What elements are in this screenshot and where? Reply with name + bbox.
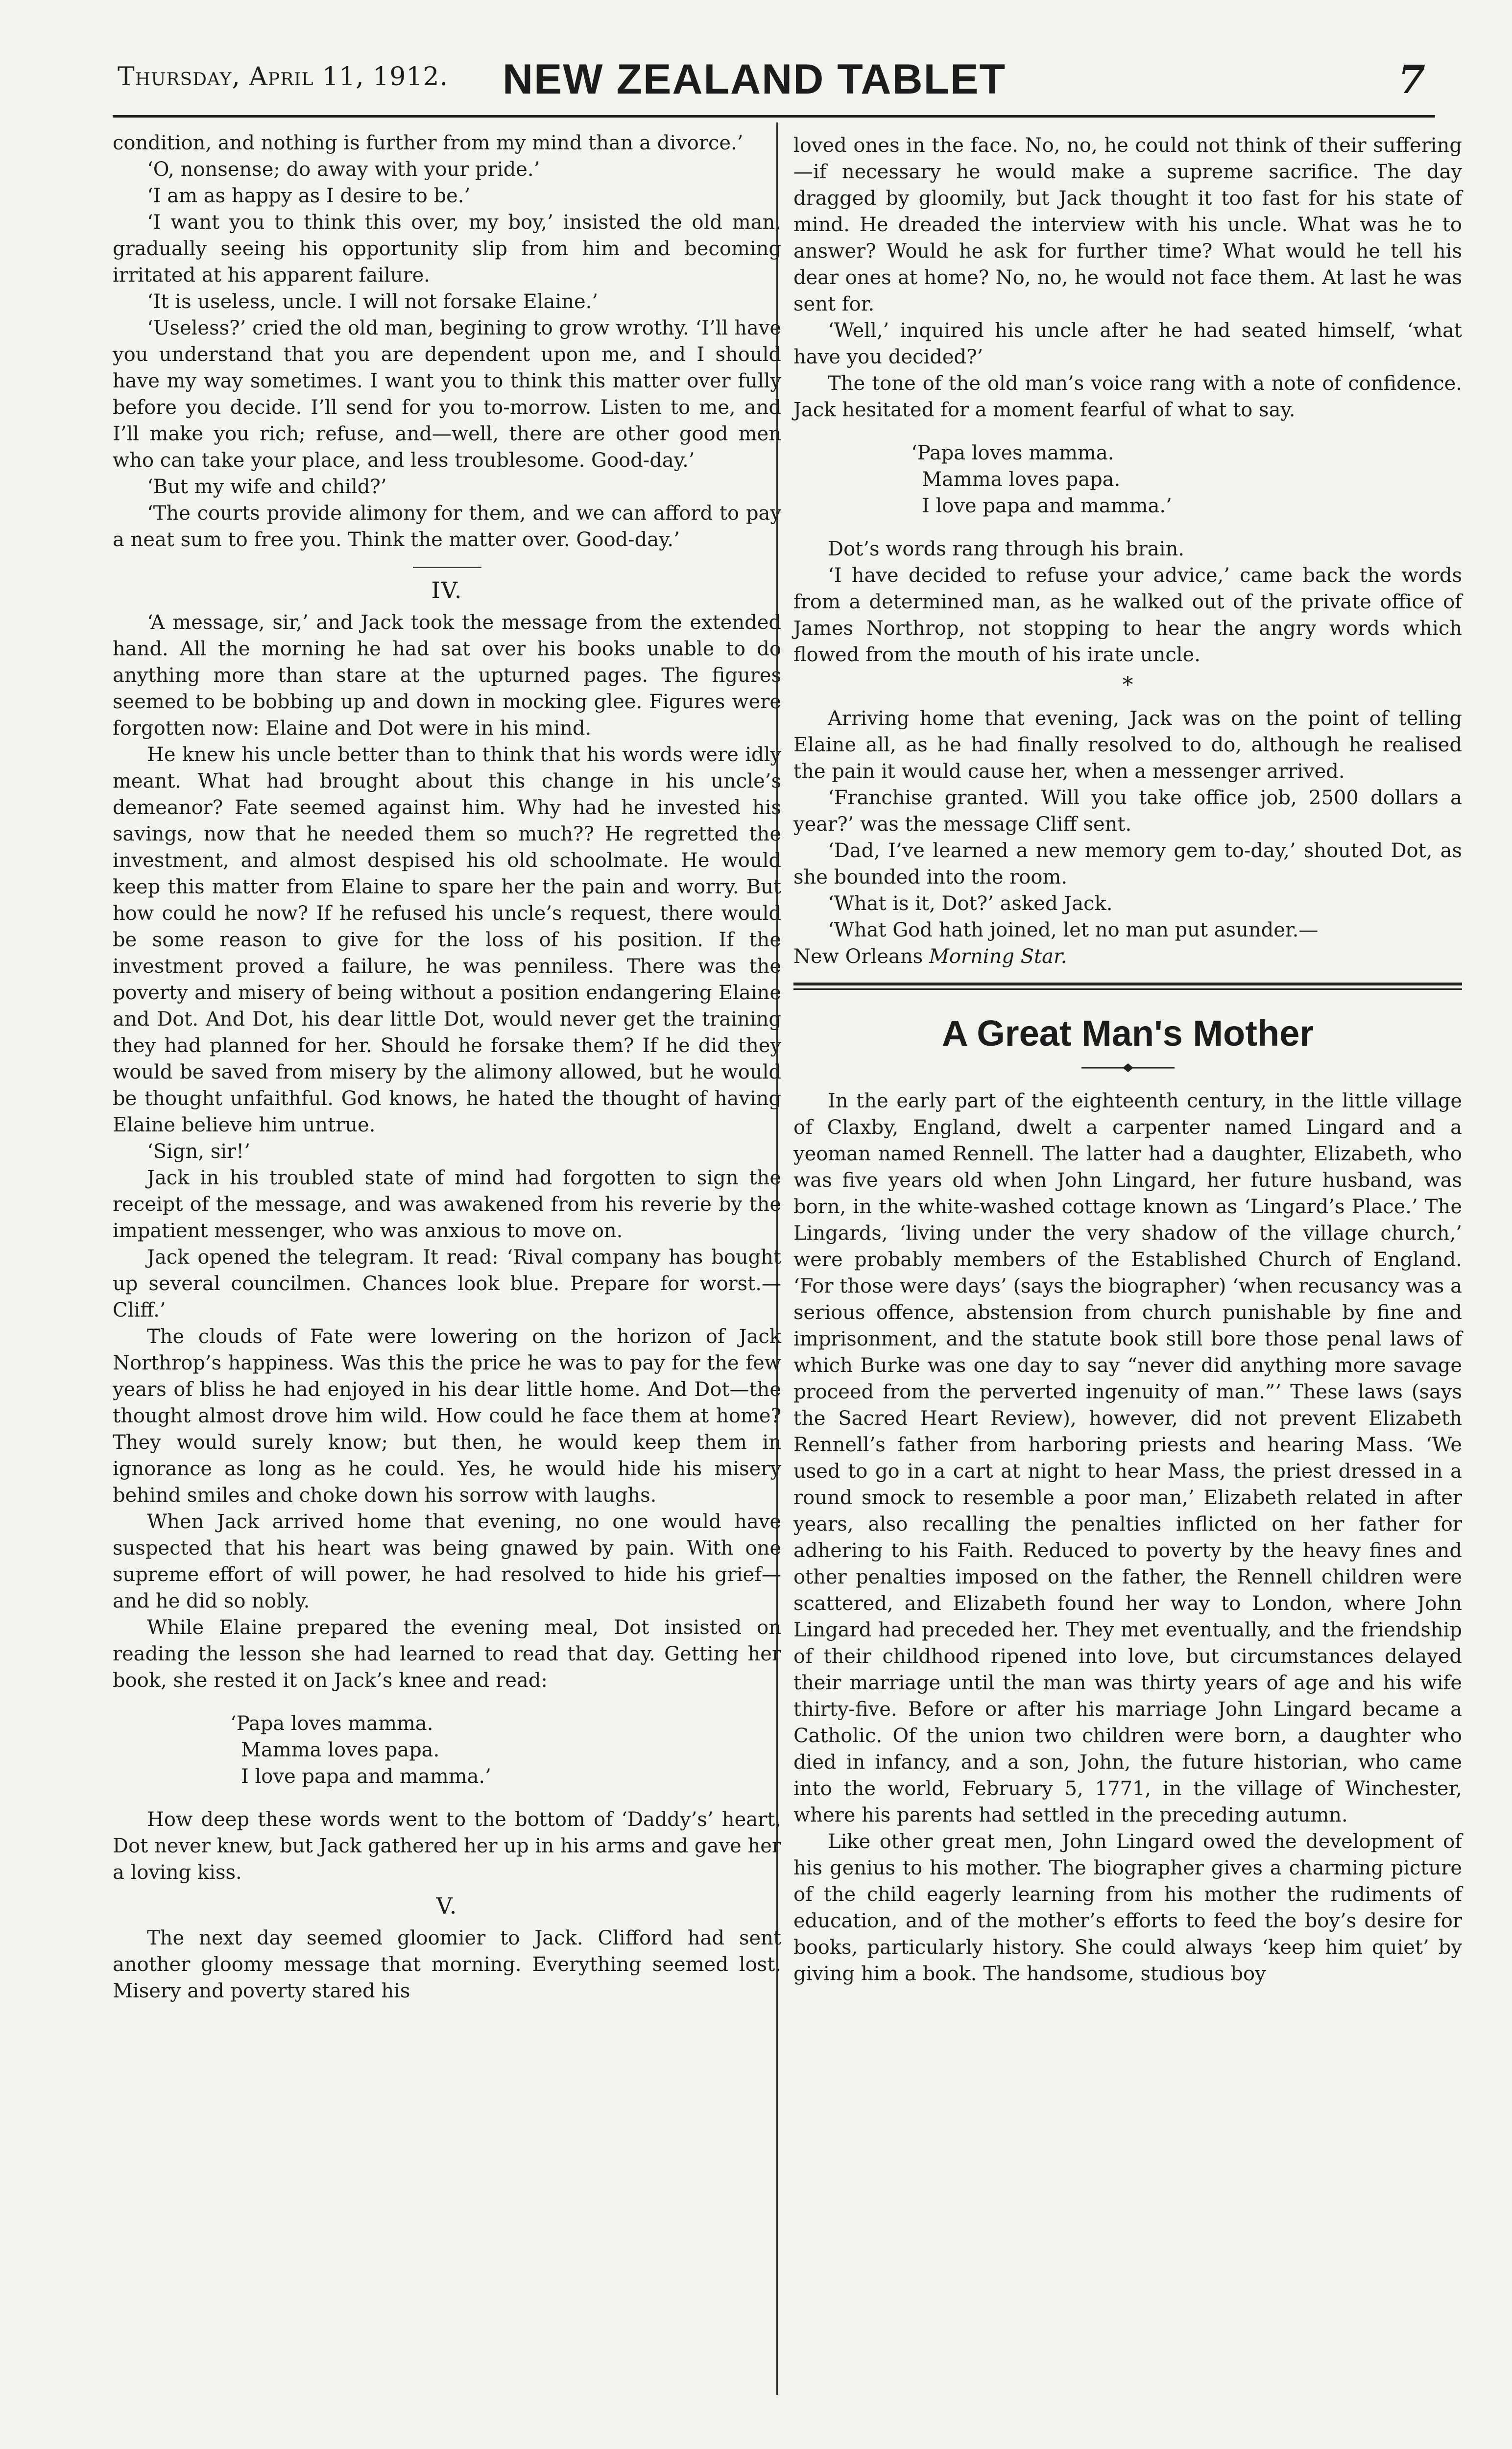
newspaper-title: NEW ZEALAND TABLET	[502, 56, 1007, 103]
story-paragraph: ‘A message, sir,’ and Jack took the message from the extended hand. All the morning he had sat over his books unable to do anything more than stare at the upturned pages. The figures seemed to be bobbing up and down in mocking glee. Figures were forgotten now: Elaine and Dot were in his mind.	[113, 611, 781, 740]
section-rule	[413, 567, 481, 568]
article-paragraph: Like other great men, John Lingard owed the development of his genius to his mother. The biographer gives a charming picture of the child eagerly learning from his mother the rudiments of education, and of the mother’s efforts to feed the boy’s desire for books, particularly history. She could always ‘keep him quiet’ by giving him a book. The handsome, studious boy	[793, 1830, 1462, 1985]
story-paragraph: Arriving home that evening, Jack was on the point of telling Elaine all, as he had finally resolved to do, although he realised the pain it would cause her, when a messenger arrived.	[793, 707, 1462, 783]
story-paragraph: ‘It is useless, uncle. I will not forsake Elaine.’	[147, 290, 599, 313]
story-paragraph: The next day seemed gloomier to Jack. Clifford had sent another gloomy message that morning. Everything seemed lost. Misery and poverty stared his	[113, 1927, 781, 2002]
story-paragraph: ‘Sign, sir!’	[147, 1140, 250, 1163]
title-ornament	[793, 1062, 1462, 1073]
story-paragraph: ‘I have decided to refuse your advice,’ came back the words from a determined man, as he walked out of the private office of James Northrop, not stopping to hear the angry words which flowed from the mouth of his irate uncle.	[793, 564, 1462, 666]
story-paragraph: loved ones in the face. No, no, he could not think of their suffering—if necessary he would make a supreme sacrifice. The day dragged by gloomily, but Jack thought it too fast for his state of mind. He dreaded the interview with his uncle. What was he to answer? Would he ask for further time? What would he tell his dear ones at home? No, no, he would not face them. At last he was sent for.	[793, 134, 1462, 315]
story-paragraph: Jack opened the telegram. It read: ‘Rival company has bought up several councilmen. Chances look blue. Prepare for worst.—Cliff.’	[113, 1246, 781, 1321]
story-paragraph: The tone of the old man’s voice rang with a note of confidence. Jack hesitated for a moment fearful of what to say.	[793, 372, 1462, 421]
story-paragraph: How deep these words went to the bottom of ‘Daddy’s’ heart, Dot never knew, but Jack gathered her up in his arms and gave her a loving kiss.	[113, 1808, 781, 1884]
masthead	[73, 51, 1435, 115]
verse-line: Mamma loves papa.	[241, 1739, 440, 1761]
story-paragraph: ‘O, nonsense; do away with your pride.’	[147, 158, 540, 181]
verse-block	[911, 440, 1462, 519]
masthead-rule	[113, 115, 1435, 118]
story-paragraph: condition, and nothing is further from my mind than a divorce.’	[113, 132, 744, 154]
story-paragraph: When Jack arrived home that evening, no one would have suspected that his heart was being gnawed by pain. With one supreme effort of will power, he had resolved to hide his grief—and he did so nobly.	[113, 1511, 781, 1612]
section-heading-v: V.	[436, 1893, 458, 1919]
diamond-rule-icon	[1081, 1062, 1175, 1073]
verse-block	[230, 1710, 781, 1790]
issue-date: Thursday, April 11, 1912.	[118, 62, 449, 92]
story-paragraph: ‘I am as happy as I desire to be.’	[147, 185, 471, 207]
story-paragraph: Dot’s words rang through his brain.	[828, 538, 1185, 560]
story-paragraph: ‘Useless?’ cried the old man, begining to grow wrothy. ‘I’ll have you understand that you are dependent upon me, and I should have my way sometimes. I want you to think this matter over fully before you decide. I’ll send for you to-morrow. Listen to me, and I’ll make you rich; refuse, and—well, there are other good men who can take your place, and less troublesome. Good-day.’	[113, 317, 781, 472]
credit-source: Morning Star.	[929, 945, 1067, 968]
verse-line: ‘Papa loves mamma.	[911, 442, 1114, 464]
story-paragraph: ‘I want you to think this over, my boy,’ insisted the old man, gradually seeing his opportunity slip from him and becoming irritated at his apparent failure.	[113, 211, 781, 287]
story-paragraph: While Elaine prepared the evening meal, Dot insisted on reading the lesson she had learned to read that day. Getting her book, she rested it on Jack’s knee and read:	[113, 1616, 781, 1692]
verse-line: I love papa and mamma.’	[241, 1765, 491, 1788]
story-paragraph: ‘Franchise granted. Will you take office job, 2500 dollars a year?’ was the message Cliff sent.	[793, 787, 1462, 836]
story-paragraph: ‘What is it, Dot?’ asked Jack.	[828, 892, 1113, 915]
left-column	[113, 130, 781, 2004]
credit-prefix: New Orleans	[793, 945, 923, 968]
section-heading-iv: IV.	[431, 577, 463, 603]
story-credit	[793, 943, 1462, 970]
story-paragraph: He knew his uncle better than to think that his words were idly meant. What had brought about this change in his uncle’s demeanor? Fate seemed against him. Why had he invested his savings, now that he needed them so much?? He regretted the investment, and almost despised his old schoolmate. He would keep this matter from Elaine to spare her the pain and worry. But how could he now? If he refused his uncle’s request, there would be some reason to give for the loss of his position. If the investment proved a failure, he was penniless. There was the poverty and misery of being without a position endangering Elaine and Dot. And Dot, his dear little Dot, would never get the training they had planned for her. Should he forsake them? If he did they would be saved from misery by the alimony allowed, but he would be thought unfaithful. God knows, he hated the thought of having Elaine believe him untrue.	[113, 744, 781, 1136]
story-paragraph: ‘What God hath joined, let no man put asunder.—	[828, 919, 1319, 941]
verse-line: ‘Papa loves mamma.	[230, 1712, 433, 1735]
section-asterisk: *	[1122, 672, 1133, 697]
verse-line: I love papa and mamma.’	[922, 495, 1172, 517]
article-separator	[793, 983, 1462, 990]
story-paragraph: The clouds of Fate were lowering on the horizon of Jack Northrop’s happiness. Was this the price he was to pay for the few years of bliss he had enjoyed in his dear little home. And Dot—the thought almost drove him wild. How could he face them at home? They would surely know; but then, he would keep them in ignorance as long as he could. Yes, he would hide his misery behind smiles and choke down his sorrow with laughs.	[113, 1325, 781, 1507]
page-number: 7	[1398, 56, 1425, 102]
story-paragraph: ‘The courts provide alimony for them, and we can afford to pay a neat sum to free you. Think the matter over. Good-day.’	[113, 502, 781, 551]
story-paragraph: ‘Well,’ inquired his uncle after he had seated himself, ‘what have you decided?’	[793, 319, 1462, 368]
story-paragraph: Jack in his troubled state of mind had forgotten to sign the receipt of the message, and was awakened from his reverie by the impatient messenger, who was anxious to move on.	[113, 1167, 781, 1242]
article-title: A Great Man's Mother	[941, 1013, 1314, 1054]
story-paragraph: ‘Dad, I’ve learned a new memory gem to-day,’ shouted Dot, as she bounded into the room.	[793, 840, 1462, 888]
verse-line: Mamma loves papa.	[922, 468, 1121, 491]
story-paragraph: ‘But my wife and child?’	[147, 476, 387, 498]
right-column	[793, 132, 1462, 1987]
article-paragraph: In the early part of the eighteenth century, in the little village of Claxby, England, dwelt a carpenter named Lingard and a yeoman named Rennell. The latter had a daughter, Elizabeth, who was five years old when John Lingard, her future husband, was born, in the white-washed cottage known as ‘Lingard’s Place.’ The Lingards, ‘living under the very shadow of the village church,’ were probably members of the Established Church of England. ‘For those were days’ (says the biographer) ‘when recusancy was a serious offence, abstension from church punishable by fine and imprisonment, and the statute book still bore those penal laws of which Burke was one day to say “never did anything more savage proceed from the perverted ingenuity of man.”’ These laws (says the Sacred Heart Review), however, did not prevent Elizabeth Rennell’s father from harboring priests and hearing Mass. ‘We used to go in a cart at night to hear Mass, the priest dressed in a round smock to resemble a poor man,’ Elizabeth related in after years, also recalling the penalties inflicted on her father for adhering to his Faith. Reduced to poverty by the heavy fines and other penalties imposed on the father, the Rennell children were scattered, and Elizabeth found her way to London, where John Lingard had preceded her. They met eventually, and the friendship of their childhood ripened into love, but circumstances delayed their marriage until the man was thirty years of age and his wife thirty-five. Before or after his marriage John Lingard became a Catholic. Of the union two children were born, a daughter who died in infancy, and a son, John, the future historian, who came into the world, February 5, 1771, in the village of Winchester, where his parents had settled in the preceding autumn.	[793, 1090, 1462, 1826]
